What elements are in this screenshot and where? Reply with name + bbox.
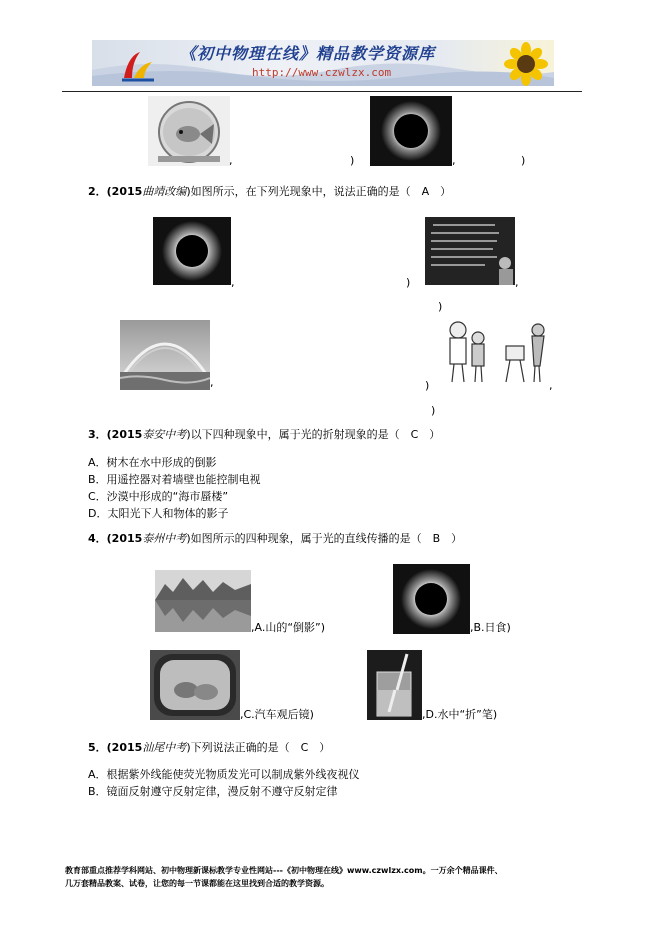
solar-eclipse-image	[393, 564, 470, 634]
header-rule	[62, 91, 582, 92]
footer-line-1: 教育部重点推荐学科网站、初中物理新课标教学专业性网站---《初中物理在线》www.czwlzx.com。一万余个精品课件、	[65, 866, 503, 875]
q2-mark: )	[438, 300, 443, 313]
footer-line-2: 几万套精品教案、试卷，让您的每一节课都能在这里找到合适的教学资源。	[65, 879, 329, 888]
question-source-tag: 泰州中考	[142, 532, 187, 545]
question-source-tag: 曲靖改编	[142, 185, 187, 198]
q4-caption-c: ,C.汽车观后镜)	[240, 708, 314, 721]
q2-mark: ,	[210, 376, 214, 389]
q2-mark: )	[425, 379, 430, 392]
solar-eclipse-image	[153, 217, 231, 285]
q4-caption-a: ,A.山的“倒影”)	[251, 621, 326, 634]
q5-option-a: A．根据紫外线能使荧光物质发光可以制成紫外线夜视仪	[88, 768, 360, 781]
q2-mark: ,	[549, 379, 553, 392]
question-text: )如图所示，在下列光现象中，说法正确的是（ A ）	[186, 185, 452, 198]
q3-stem	[88, 427, 440, 442]
rainbow-image	[120, 320, 210, 390]
question-source: (2015	[106, 185, 143, 198]
q3-option-c: C．沙漠中形成的“海市蜃楼”	[88, 490, 229, 503]
shadow-play-image	[440, 318, 552, 390]
q2-mark: ,	[515, 276, 519, 289]
question-text: )下列说法正确的是（ C ）	[186, 741, 331, 754]
sunflower-icon	[500, 42, 552, 86]
q2-mark: ,	[231, 276, 235, 289]
question-text: )如图所示的四种现象，属于光的直线传播的是（ B ）	[186, 532, 463, 545]
question-source-tag: 泰安中考	[142, 428, 187, 441]
goldfish-bowl-image	[148, 96, 230, 166]
q1-mark: )	[521, 154, 526, 167]
q3-option-b: B．用遥控器对着墙壁也能控制电视	[88, 473, 261, 486]
question-number: 5．	[88, 741, 107, 754]
banner-url[interactable]: http://www.czwlzx.com	[252, 66, 392, 79]
q1-mark: )	[350, 154, 355, 167]
banner-title: 《初中物理在线》精品教学资源库	[180, 44, 436, 63]
q4-stem	[88, 531, 462, 546]
q1-mark: ,	[452, 154, 456, 167]
question-number: 3．	[88, 428, 107, 441]
blackboard-image	[425, 217, 515, 285]
question-number: 4．	[88, 532, 107, 545]
question-source: (2015	[106, 428, 143, 441]
logo-icon	[118, 48, 158, 82]
question-source: (2015	[106, 741, 143, 754]
q1-mark: ,	[229, 154, 233, 167]
q2-mark: )	[431, 404, 436, 417]
q4-caption-b: ,B.日食)	[470, 621, 511, 634]
q5-option-b: B．镜面反射遵守反射定律，漫反射不遵守反射定律	[88, 785, 338, 798]
q2-stem	[88, 184, 451, 199]
q5-stem	[88, 740, 330, 755]
q3-option-d: D．太阳光下人和物体的影子	[88, 507, 229, 520]
q4-caption-d: ,D.水中“折”笔)	[422, 708, 498, 721]
mountain-reflection-image	[155, 570, 251, 632]
bent-pencil-image	[367, 650, 422, 720]
solar-eclipse-image	[370, 96, 452, 166]
question-source-tag: 汕尾中考	[142, 741, 187, 754]
question-number: 2．	[88, 185, 107, 198]
car-mirror-image	[150, 650, 240, 720]
question-text: )以下四种现象中，属于光的折射现象的是（ C ）	[186, 428, 441, 441]
question-source: (2015	[106, 532, 143, 545]
q2-mark: )	[406, 276, 411, 289]
q3-option-a: A．树木在水中形成的倒影	[88, 456, 217, 469]
